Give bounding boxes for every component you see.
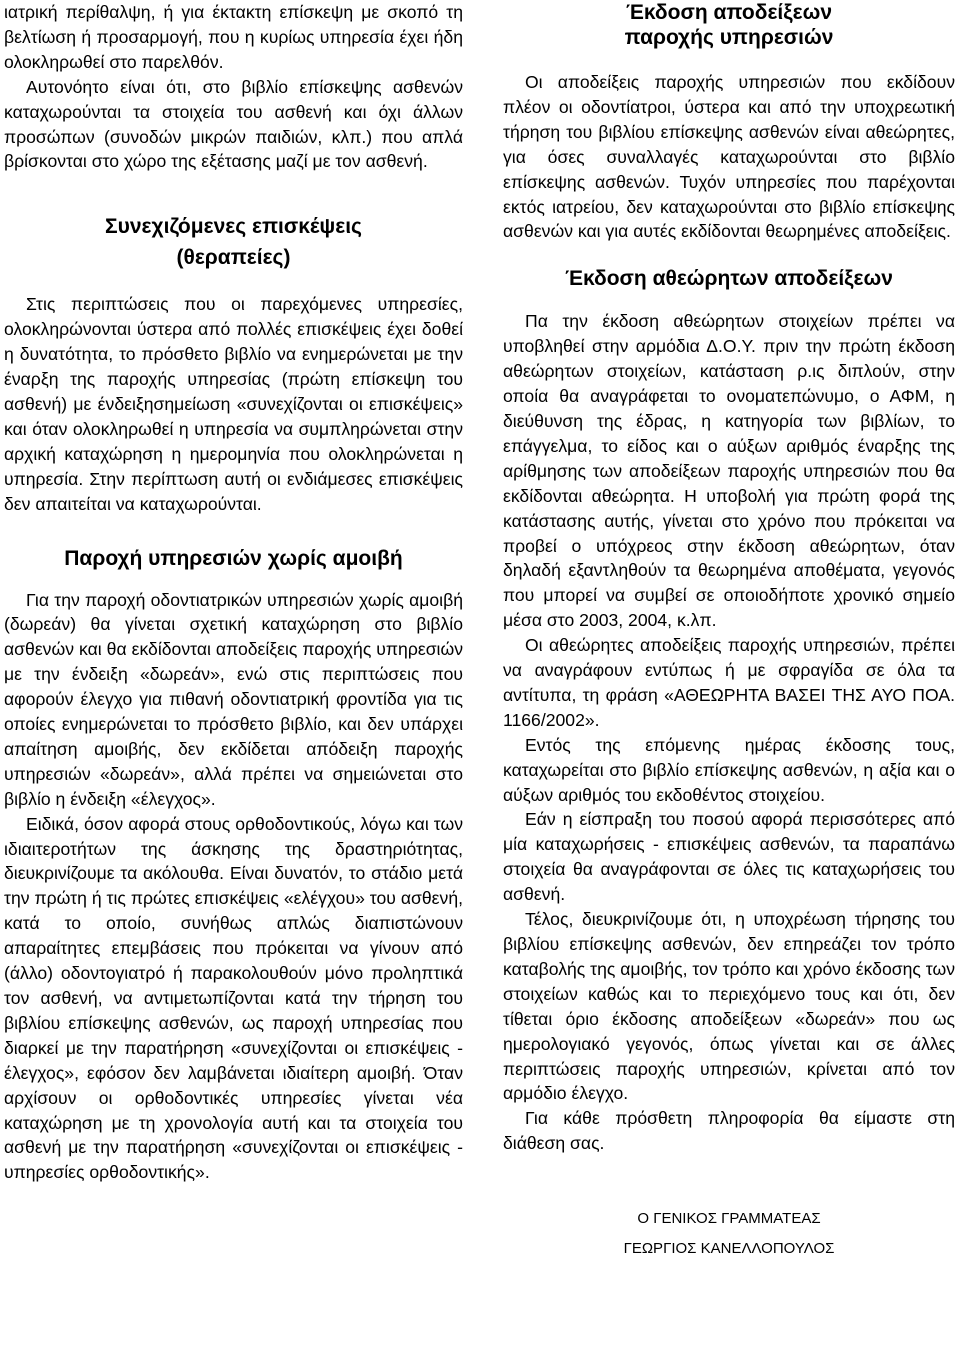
signature-title: Ο ΓΕΝΙΚΟΣ ΓΡΑΜΜΑΤΕΑΣ — [637, 1210, 821, 1228]
section-heading: παροχής υπηρεσιών — [624, 26, 834, 49]
signature-name: ΓΕΩΡΓΙΟΣ ΚΑΝΕΛΛΟΠΟΥΛΟΣ — [623, 1240, 835, 1258]
body-paragraph: Εάν η είσπραξη του ποσού αφορά περισσότερες από μία καταχωρήσεις - επισκέψεις ασθενών, τα παραπάνω στοιχεία θα αναγράφονται σε όλες τις καταχωρήσεις του ασθενή. — [503, 809, 955, 905]
section-heading: Συνεχιζόμενες επισκέψεις — [105, 215, 362, 239]
body-paragraph: Εντός της επόμενης ημέρας έκδοσης τους, καταχωρείται στο βιβλίο επίσκεψης ασθενών, η αξία και ο αύξων αριθμός του εκδοθέντος στοιχείου. — [503, 734, 955, 805]
body-paragraph: Στις περιπτώσεις που οι παρεχόμενες υπηρεσίες, ολοκληρώνονται ύστερα από πολλές επισκέψεις έχει δοθεί η δυνατότητα, το πρόσθετο βιβλίο να ενημερώνεται με την έναρξη της παροχής υπηρεσίας (πρώτη επίσκεψη του ασθενή) με ένδειξησημείωση «συνεχίζονται οι επισκέψεις» και όταν ολοκληρωθεί η υπηρεσία να συμπληρώνεται στην αρχική καταχώρηση η ημερομηνία που ολοκληρώνεται η υπηρεσία. Στην περίπτωση αυτή οι ενδιάμεσες επισκέψεις δεν απαιτείται να καταχωρούνται. — [4, 294, 463, 514]
body-paragraph: Οι αποδείξεις παροχής υπηρεσιών που εκδίδουν πλέον οι οδοντίατροι, ύστερα και από την υποχρεωτική τήρηση του βιβλίου επίσκεψης ασθενών είναι αθεώρητες, για όσες συναλλαγές καταχωρούνται στο βιβλίο επίσκεψης ασθενών. Τυχόν υπηρεσίες που παρέχονται εκτός ιατρείου, δεν καταχωρούνται στο βιβλίο επίσκεψης ασθενών και για αυτές εκδίδονται θεωρημένες αποδείξεις. — [503, 72, 955, 242]
body-paragraph: Για κάθε πρόσθετη πληροφορία θα είμαστε στη διάθεση σας. — [503, 1108, 955, 1154]
left-column — [4, 0, 463, 1185]
intro-paragraph: ιατρική περίθαλψη, ή για έκτακτη επίσκεψη με σκοπό τη βελτίωση ή προσαρμογή, που η κυρίως υπηρεσία έχει ήδη ολοκληρωθεί στο παρελθόν. — [4, 2, 463, 72]
intro-paragraph: Αυτονόητο είναι ότι, στο βιβλίο επίσκεψης ασθενών καταχωρούνται τα στοιχεία του ασθενή και όχι άλλων προσώπων (συνοδών μικρών παιδιών, κλπ.) που απλά βρίσκονται στο χώρο της εξέτασης μαζί με τον ασθενή. — [4, 76, 463, 172]
body-paragraph: Για την παροχή οδοντιατρικών υπηρεσιών χωρίς αμοιβή (δωρεάν) θα γίνεται σχετική καταχώρηση στο βιβλίο ασθενών και θα εκδίδονται αποδείξεις παροχής υπηρεσιών με την ένδειξη «δωρεάν», ενώ στις περιπτώσεις που αφορούν έλεγχο για πιθανή οδοντιατρική φροντίδα για τις οποίες ενημερώνεται το πρόσθετο βιβλίο, και δεν υπάρχει απαίτηση αμοιβής, δεν εκδίδεται απόδειξη παροχής υπηρεσιών «δωρεάν», αλλά πρέπει να σημειώνεται στο βιβλίο η ένδειξη «έλεγχος». — [4, 589, 463, 809]
section-heading: Έκδοση αθεώρητων αποδείξεων — [565, 267, 893, 291]
body-paragraph: Οι αθεώρητες αποδείξεις παροχής υπηρεσιών, πρέπει να αναγράφουν εντύπως ή με σφραγίδα σε όλα τα αντίτυπα, τη φράση «ΑΘΕΩΡΗΤΑ ΒΑΣΕΙ ΤΗΣ ΑΥΟ ΠΟΑ. 1166/2002». — [503, 635, 955, 730]
body-paragraph: Τέλος, διευκρινίζουμε ότι, η υποχρέωση τήρησης του βιβλίου επίσκεψης ασθενών, δεν επηρεάζει τον τρόπο καταβολής της αμοιβής, τον τρόπο και χρόνο έκδοσης των στοιχείων καθώς και το περιεχόμενο τους και ότι, δεν τίθεται όριο έκδοσης αποδείξεων «δωρεάν» που ως ημερολογιακό γεγονός, όπως γίνεται και σε άλλες περιπτώσεις παροχής υπηρεσιών, κρίνεται από τον αρμόδιο έλεγχο. — [503, 909, 955, 1104]
section-heading: Έκδοση αποδείξεων — [625, 1, 833, 24]
signature-block — [503, 1210, 955, 1258]
body-paragraph: Ειδικά, όσον αφορά στους ορθοδοντικούς, λόγω και των ιδιαιτεροτήτων της άσκησης της δραστηριότητας, διευκρινίζουμε τα ακόλουθα. Είναι δυνατόν, το στάδιο μετά την πρώτη ή τις πρώτες επισκέψεις «ελέγχου» του ασθενή, κατά το οποίο, συνήθως απλώς διαπιστώνουν απαραίτητες επεμβάσεις που πρόκειται να γίνουν από (άλλο) οδοντογιατρό ή παρακολουθούν μόνο προληπτικά τον ασθενή, να αντιμετωπίζονται κατά την τήρηση του βιβλίου επίσκεψης ασθενών, ως παροχή υπηρεσίας που διαρκεί με την παρατήρηση «συνεχίζονται οι επισκέψεις - έλεγχος», εφόσον δεν λαμβάνεται ιδιαίτερη αμοιβή. Όταν αρχίσουν οι ορθοδοντικές υπηρεσίες γίνεται νέα καταχώρηση με τη χρονολογία αυτή και τα στοιχεία του ασθενή με την παρατήρηση «συνεχίζονται οι επισκέψεις - υπηρεσίες ορθοδοντικής». — [4, 813, 463, 1183]
body-paragraph: Πα την έκδοση αθεώρητων στοιχείων πρέπει να υποβληθεί στην αρμόδια Δ.Ο.Υ. πριν την πρώτη έκδοση αθεώρητων στοιχείων, κατάσταση ρ.ις διπλούν, στην οποία θα αναγράφεται το ονοματεπώνυμο, ο ΑΦΜ, η διεύθυνση της έδρας, η κατηγορία των βιβλίων, το επάγγελμα, το είδος και ο αύξων αριθμός έναρξης της αρίθμησης των αποδείξεων παροχής υπηρεσιών που θα εκδίδονται αθεώρητα. Η υποβολή για πρώτη φορά της κατάστασης αυτής, γίνεται στο χρόνο που πρόκειται να προβεί ο υπόχρεος στην έκδοση αθεώρητων, όταν δηλαδή εξαντληθούν τα θεωρημένα αποθέματα, γεγονός που μπορεί να συμβεί σε οποιοδήποτε χρονικό σημείο μέσα στο 2003, 2004, κ.λπ. — [503, 311, 955, 631]
section-heading: (θεραπείες) — [176, 246, 291, 270]
right-column — [503, 0, 955, 1258]
section-heading: Παροχή υπηρεσιών χωρίς αμοιβή — [64, 546, 403, 570]
